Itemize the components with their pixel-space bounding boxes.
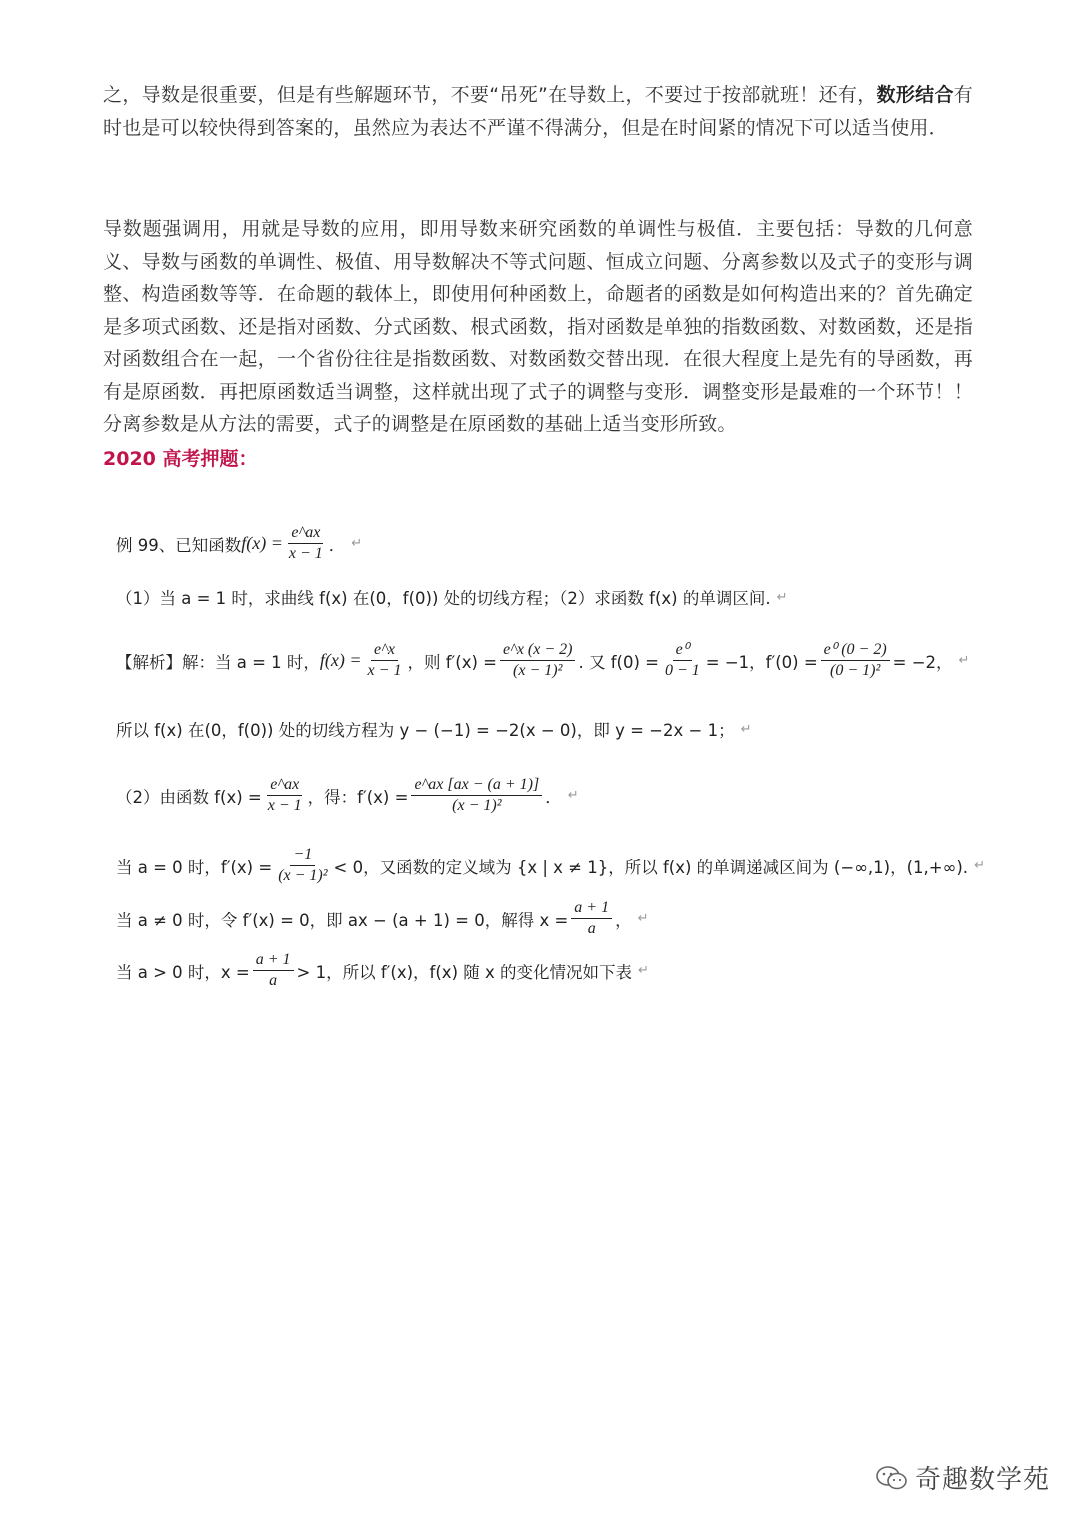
solution-also: . 又 f(0) = [578, 652, 659, 672]
fraction [571, 898, 612, 939]
fraction [821, 640, 890, 681]
case0-text-a: 当 a = 0 时，f′(x) = [116, 857, 273, 877]
section-heading: 2020 高考押题： [103, 448, 258, 470]
casen-text-b: ， [615, 910, 632, 930]
question-text: （1）当 a = 1 时，求曲线 f(x) 在(0，f(0)) 处的切线方程；（2）求函数 f(x) 的单调区间. [116, 589, 771, 608]
intro-text-b: 有时也是可以较快得到答案的，虽然应为表达不严谨不得满分，但是在时间紧的情况下可以适当使用． [103, 84, 973, 139]
part2-get: ，得：f′(x) = [307, 787, 409, 807]
fraction-denominator: 0 − 1 [664, 662, 700, 679]
watermark [875, 1459, 1050, 1496]
fraction-denominator: (x − 1)² [278, 867, 328, 884]
tangent-text: 所以 f(x) 在(0，f(0)) 处的切线方程为 y − (−1) = −2(x − 0)，即 y = −2x − 1； [116, 721, 735, 740]
function-def: f(x) = [241, 533, 283, 553]
fraction-denominator: x − 1 [367, 662, 402, 679]
fraction-denominator: a [587, 920, 596, 937]
fraction-numerator: e^ax [ax − (a + 1)] [411, 775, 542, 796]
fraction-numerator: e⁰ [673, 640, 693, 661]
wechat-icon [875, 1465, 909, 1491]
return-mark: ↵ [740, 721, 752, 737]
intro-paragraph [103, 79, 973, 144]
solution-f0-value: = −1，f′(0) = [705, 652, 818, 672]
fraction-denominator: a [269, 972, 278, 989]
fraction-denominator: (x − 1)² [513, 662, 563, 679]
solution-label: 【解析】解：当 a = 1 时， [116, 652, 320, 672]
fraction-numerator: e^x [371, 640, 398, 661]
fraction-denominator: (x − 1)² [452, 797, 502, 814]
part2-label: （2）由函数 f(x) = [116, 787, 262, 807]
fraction [365, 640, 405, 681]
example-title: 例 99、已知函数 [116, 535, 242, 555]
solution-then: ，则 f′(x) = [407, 652, 497, 672]
fraction-denominator: (0 − 1)² [830, 662, 881, 679]
return-mark: ↵ [638, 963, 649, 978]
fraction [662, 640, 703, 681]
fraction [500, 640, 576, 681]
question-line [116, 585, 787, 609]
return-mark: ↵ [637, 911, 649, 926]
solution-f: f(x) = [319, 650, 362, 670]
return-mark: ↵ [776, 589, 788, 605]
period: ． [545, 787, 562, 807]
watermark-text: 奇趣数学苑 [915, 1465, 1051, 1495]
body-paragraph: 导数题强调用，用就是导数的应用，即用导数来研究函数的单调性与极值．主要包括：导数的几何意义、导数与函数的单调性、极值、用导数解决不等式问题、恒成立问题、分离参数以及式子的变形与调整、构造函数等等．在命题的载体上，即使用何种函数上，命题者的函数是如何构造出来的？首先确定是多项式函数、还是指对函数、分式函数、根式函数，指对函数是单独的指数函数、对数函数，还是指对函数组合在一起，一个省份往往是指数函数、对数函数交替出现．在很大程度上是先有的导函数，再有是原函数．再把原函数适当调整，这样就出现了式子的调整与变形．调整变形是最难的一个环节！！分离参数是从方法的需要，式子的调整是在原函数的基础上适当变形所致。 [103, 218, 973, 435]
fraction-numerator: −1 [290, 845, 315, 866]
fraction-numerator: e^ax [288, 523, 323, 544]
fraction-numerator: e^ax [267, 775, 302, 796]
return-mark: ↵ [958, 653, 970, 668]
fraction-numerator: a + 1 [571, 898, 612, 919]
casep-text-a: 当 a > 0 时，x = [116, 962, 250, 982]
case-a-nonzero-line [116, 898, 649, 939]
fraction [253, 950, 294, 991]
example-title-line [116, 523, 362, 564]
fraction [265, 775, 305, 816]
bold-term: 数形结合 [876, 84, 954, 106]
fraction-denominator: x − 1 [288, 545, 323, 562]
return-mark: ↵ [351, 536, 363, 551]
fraction-numerator: e^x (x − 2) [500, 640, 576, 661]
fraction [411, 775, 542, 816]
casep-text-b: > 1，所以 f′(x)，f(x) 随 x 的变化情况如下表 [296, 962, 633, 982]
solution-line [116, 640, 969, 681]
case0-text-b: < 0，又函数的定义域为 {x | x ≠ 1}，所以 f(x) 的单调递减区间为 (−∞,1)，(1,+∞). [333, 857, 969, 877]
return-mark: ↵ [974, 858, 985, 873]
part2-line [116, 775, 579, 816]
case-a-zero-line [116, 845, 985, 886]
fraction-numerator: a + 1 [253, 950, 294, 971]
fraction-numerator: e⁰ (0 − 2) [821, 640, 890, 661]
case-a-positive-line [116, 950, 649, 991]
return-mark: ↵ [567, 788, 579, 803]
fraction [275, 845, 330, 886]
fraction-denominator: x − 1 [267, 797, 302, 814]
period: ． [328, 535, 346, 555]
intro-text-a: 之，导数是很重要，但是有些解题环节，不要“吊死”在导数上，不要过于按部就班！还有， [103, 84, 877, 106]
casen-text-a: 当 a ≠ 0 时，令 f′(x) = 0，即 ax − (a + 1) = 0，解得 x = [116, 910, 569, 930]
fraction [286, 523, 326, 564]
solution-fp0-value: = −2， [892, 652, 953, 672]
tangent-line [116, 717, 751, 741]
